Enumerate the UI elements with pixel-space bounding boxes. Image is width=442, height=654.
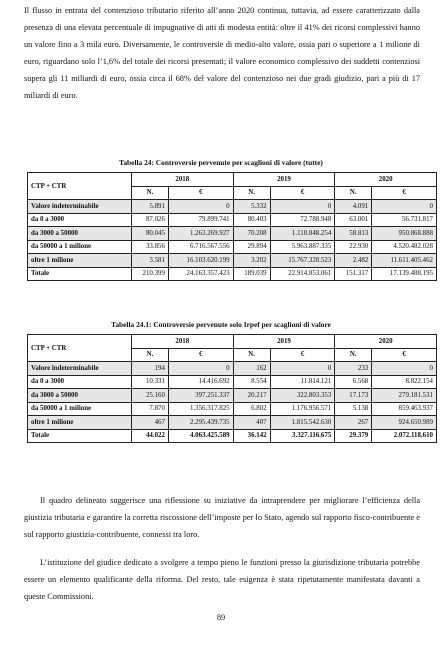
euro-cell: 4.520.482.028 (372, 240, 437, 254)
table-controversie-irpef (27, 334, 437, 443)
table-row (28, 362, 437, 376)
euro-cell: 72.788.948 (270, 213, 335, 227)
count-cell: 33.856 (131, 240, 168, 254)
count-cell: 29.894 (233, 240, 270, 254)
count-cell: 70.208 (233, 227, 270, 241)
euro-cell: 14.416.692 (168, 375, 233, 389)
row-label: oltre 1 milione (28, 254, 132, 268)
year-header: 2020 (335, 335, 437, 349)
paragraph-istituzione: L’istituzione del giudice dedicato a svolgere a tempo pieno le funzioni presso la giurisdizione tributaria potrebbe essere un elemento qualificante della riforma. Del resto, tale esigenza è stata ripetutamente manifestata davanti a queste Commissioni. (24, 558, 420, 601)
euro-cell: 8.822.154 (372, 375, 437, 389)
row-label: Totale (28, 267, 132, 281)
row-label: da 50000 a 1 milione (28, 240, 132, 254)
euro-header: € (372, 186, 437, 200)
count-header: N. (335, 186, 372, 200)
year-header: 2019 (233, 173, 335, 187)
row-label: Valore indeterminabile (28, 200, 132, 214)
table-row (28, 429, 437, 443)
paragraph-intro: Il flusso in entrata del contenzioso tributario riferito all’anno 2020 continua, tuttavia, ad essere caratterizzato dalla presenza di una elevata percentuale di impugnative di atti di modesta entità: oltre il 41% dei ricorsi complessivi hanno un valore fino a 3 mila euro. Diversamente, le controversie di medio-alto valore, ossia pari o superiore a 1 milione di euro, riguardano solo l’1,6% del totale dei ricorsi presentati; il valore economico complessivo dei suddetti contenziosi supera gli 11 miliardi di euro, ossia circa il 68% del valore del contenzioso nei due gradi giudizio, pari a più di 17 miliardi di euro. (24, 6, 420, 100)
row-label: Valore indeterminabile (28, 362, 132, 376)
euro-cell: 11.814.121 (270, 375, 335, 389)
table-row (28, 200, 437, 214)
count-cell: 233 (335, 362, 372, 376)
euro-cell: 322.803.353 (270, 389, 335, 403)
row-label: da 50000 a 1 milione (28, 402, 132, 416)
count-header: N. (131, 348, 168, 362)
euro-cell: 859.463.937 (372, 402, 437, 416)
euro-header: € (168, 348, 233, 362)
row-label: da 3000 a 50000 (28, 227, 132, 241)
count-cell: 407 (233, 416, 270, 430)
euro-cell: 4.063.425.589 (168, 429, 233, 443)
euro-cell: 0 (270, 200, 335, 214)
count-cell: 6.568 (335, 375, 372, 389)
count-cell: 80.045 (131, 227, 168, 241)
year-header: 2018 (131, 335, 233, 349)
euro-cell: 1.263.269.927 (168, 227, 233, 241)
euro-cell: 79.899.741 (168, 213, 233, 227)
euro-cell: 3.327.116.675 (270, 429, 335, 443)
count-cell: 63.001 (335, 213, 372, 227)
count-cell: 267 (335, 416, 372, 430)
table-row (28, 240, 437, 254)
euro-cell: 924.650.989 (372, 416, 437, 430)
euro-cell: 56.731.817 (372, 213, 437, 227)
count-cell: 5.332 (233, 200, 270, 214)
count-cell: 80.403 (233, 213, 270, 227)
euro-cell: 397.251.337 (168, 389, 233, 403)
euro-cell: 22.914.853.061 (270, 267, 335, 281)
euro-cell: 0 (168, 362, 233, 376)
paragraph-quadro: Il quadro delineato suggerisce una riflessione su iniziative da intraprendere per migliorare l’efficienza della giustizia tributaria e garantire la corretta riscossione dell’imposte per lo Stato, agendo sul rapporto fisco-contribuente e sul rapporto giustizia-contribuente, connessi tra loro. (24, 496, 420, 539)
count-cell: 36.142 (233, 429, 270, 443)
year-header: 2018 (131, 173, 233, 187)
count-cell: 2.482 (335, 254, 372, 268)
count-cell: 10.331 (131, 375, 168, 389)
count-cell: 7.870 (131, 402, 168, 416)
euro-cell: 15.767.328.523 (270, 254, 335, 268)
euro-cell: 950.868.888 (372, 227, 437, 241)
table-row (28, 227, 437, 241)
euro-cell: 2.295.439.735 (168, 416, 233, 430)
euro-cell: 6.716.567.556 (168, 240, 233, 254)
euro-cell: 1.176.956.571 (270, 402, 335, 416)
table-controversie-tutte (27, 172, 437, 281)
count-cell: 5.138 (335, 402, 372, 416)
table-row (28, 389, 437, 403)
euro-cell: 16.103.620.199 (168, 254, 233, 268)
count-cell: 29.379 (335, 429, 372, 443)
table-row (28, 402, 437, 416)
count-cell: 194 (131, 362, 168, 376)
euro-header: € (270, 186, 335, 200)
euro-cell: 1.110.848.254 (270, 227, 335, 241)
row-label: da 3000 a 50000 (28, 389, 132, 403)
table-corner-header: CTP + CTR (28, 173, 132, 200)
euro-cell: 2.072.118.610 (372, 429, 437, 443)
euro-cell: 11.611.405.462 (372, 254, 437, 268)
count-cell: 5.891 (131, 200, 168, 214)
euro-cell: 279.181.531 (372, 389, 437, 403)
table-corner-header: CTP + CTR (28, 335, 132, 362)
year-header: 2019 (233, 335, 335, 349)
count-cell: 17.173 (335, 389, 372, 403)
count-cell: 58.813 (335, 227, 372, 241)
count-header: N. (131, 186, 168, 200)
count-cell: 210.399 (131, 267, 168, 281)
table2-caption: Tabella 24.1: Controversie pervenute solo Irpef per scaglioni di valore (111, 320, 331, 329)
count-cell: 4.091 (335, 200, 372, 214)
page-number: 89 (216, 613, 226, 622)
count-cell: 3.581 (131, 254, 168, 268)
euro-cell: 1.356.317.825 (168, 402, 233, 416)
row-label: Totale (28, 429, 132, 443)
row-label: da 0 a 3000 (28, 375, 132, 389)
count-cell: 22.930 (335, 240, 372, 254)
euro-cell: 5.963.887.335 (270, 240, 335, 254)
euro-cell: 24.163.357.423 (168, 267, 233, 281)
year-header: 2020 (335, 173, 437, 187)
euro-cell: 0 (270, 362, 335, 376)
count-cell: 162 (233, 362, 270, 376)
euro-header: € (168, 186, 233, 200)
count-cell: 3.202 (233, 254, 270, 268)
euro-cell: 0 (168, 200, 233, 214)
euro-cell: 0 (372, 200, 437, 214)
count-cell: 6.802 (233, 402, 270, 416)
euro-header: € (372, 348, 437, 362)
count-header: N. (233, 348, 270, 362)
table-row (28, 254, 437, 268)
euro-cell: 0 (372, 362, 437, 376)
count-cell: 189.039 (233, 267, 270, 281)
table1-caption: Tabella 24: Controversie pervenute per scaglioni di valore (tutte) (119, 158, 323, 167)
count-cell: 44.022 (131, 429, 168, 443)
count-cell: 8.554 (233, 375, 270, 389)
count-cell: 151.317 (335, 267, 372, 281)
count-cell: 87.026 (131, 213, 168, 227)
table-row (28, 375, 437, 389)
table-row (28, 213, 437, 227)
row-label: oltre 1 milione (28, 416, 132, 430)
euro-header: € (270, 348, 335, 362)
count-header: N. (233, 186, 270, 200)
count-header: N. (335, 348, 372, 362)
count-cell: 467 (131, 416, 168, 430)
euro-cell: 17.139.488.195 (372, 267, 437, 281)
table-row (28, 267, 437, 281)
row-label: da 0 a 3000 (28, 213, 132, 227)
count-cell: 20.217 (233, 389, 270, 403)
euro-cell: 1.815.542.630 (270, 416, 335, 430)
table-row (28, 416, 437, 430)
count-cell: 25.160 (131, 389, 168, 403)
